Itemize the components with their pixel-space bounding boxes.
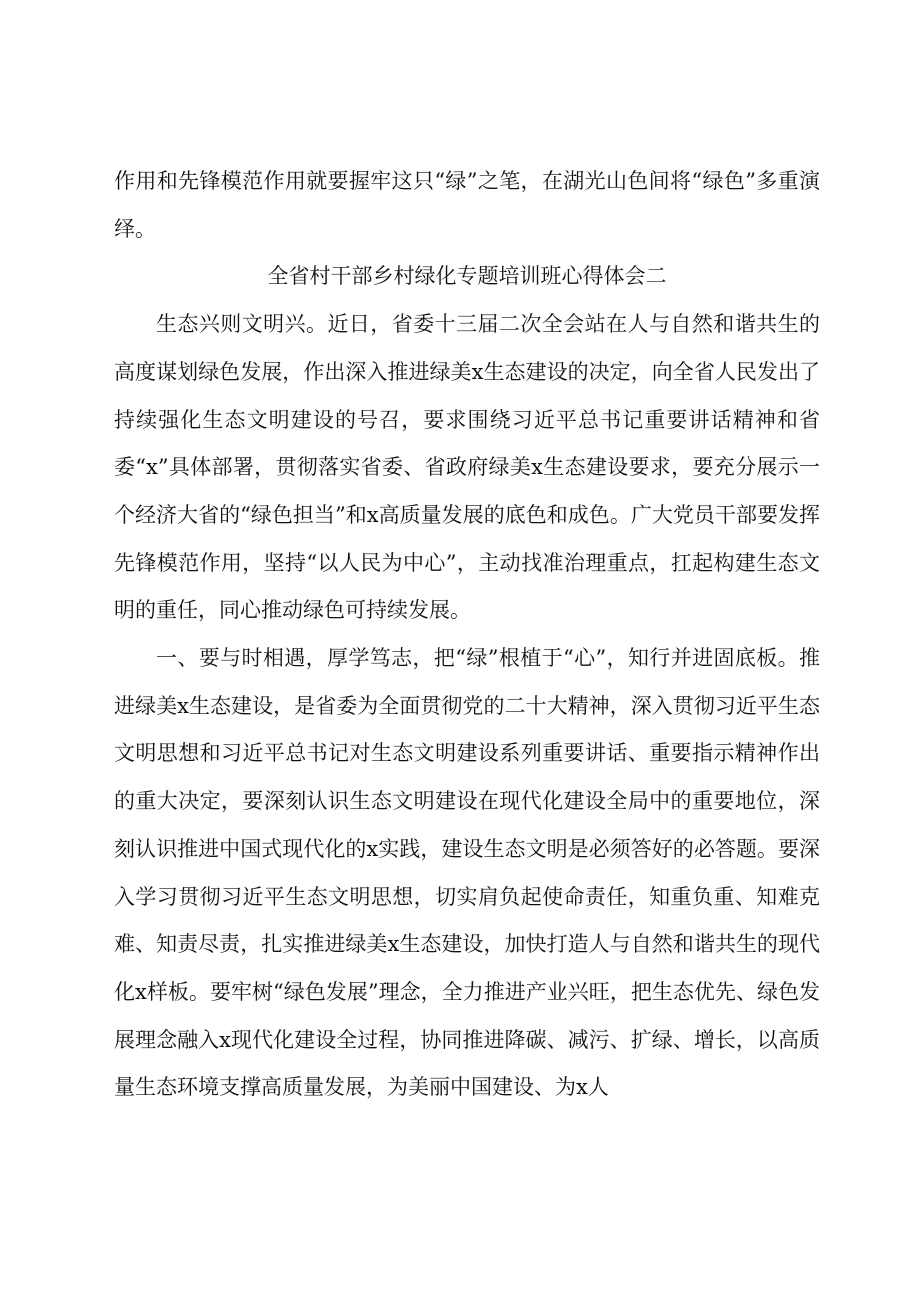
document-body	[114, 158, 820, 1112]
section-title: 全省村干部乡村绿化专题培训班心得体会二	[267, 264, 667, 289]
body-paragraph-point-one: 一、要与时相遇，厚学笃志，把“绿”根植于“心”，知行并进固底板。推进绿美x生态建设，是省委为全面贯彻党的二十大精神，深入贯彻习近平生态文明思想和习近平总书记对生态文明建设系列重要讲话、重要指示精神作出的重大决定，要深刻认识生态文明建设在现代化建设全局中的重要地位，深刻认识推进中国式现代化的x实践，建设生态文明是必须答好的必答题。要深入学习贯彻习近平生态文明思想，切实肩负起使命责任，知重负重、知难克难、知责尽责，扎实推进绿美x生态建设，加快打造人与自然和谐共生的现代化x样板。要牢树“绿色发展”理念，全力推进产业兴旺，把生态优先、绿色发展理念融入x现代化建设全过程，协同推进降碳、减污、扩绿、增长，以高质量生态环境支撑高质量发展，为美丽中国建设、为x人	[114, 646, 820, 1100]
continuation-paragraph: 作用和先锋模范作用就要握牢这只“绿”之笔，在湖光山色间将“绿色”多重演绎。	[114, 169, 820, 241]
body-paragraph-intro: 生态兴则文明兴。近日，省委十三届二次全会站在人与自然和谐共生的高度谋划绿色发展，作出深入推进绿美x生态建设的决定，向全省人民发出了持续强化生态文明建设的号召，要求围绕习近平总书记重要讲话精神和省委“x”具体部署，贯彻落实省委、省政府绿美x生态建设要求，要充分展示一个经济大省的“绿色担当”和x高质量发展的底色和成色。广大党员干部要发挥先锋模范作用，坚持“以人民为中心”，主动找准治理重点，扛起构建生态文明的重任，同心推动绿色可持续发展。	[114, 312, 820, 623]
